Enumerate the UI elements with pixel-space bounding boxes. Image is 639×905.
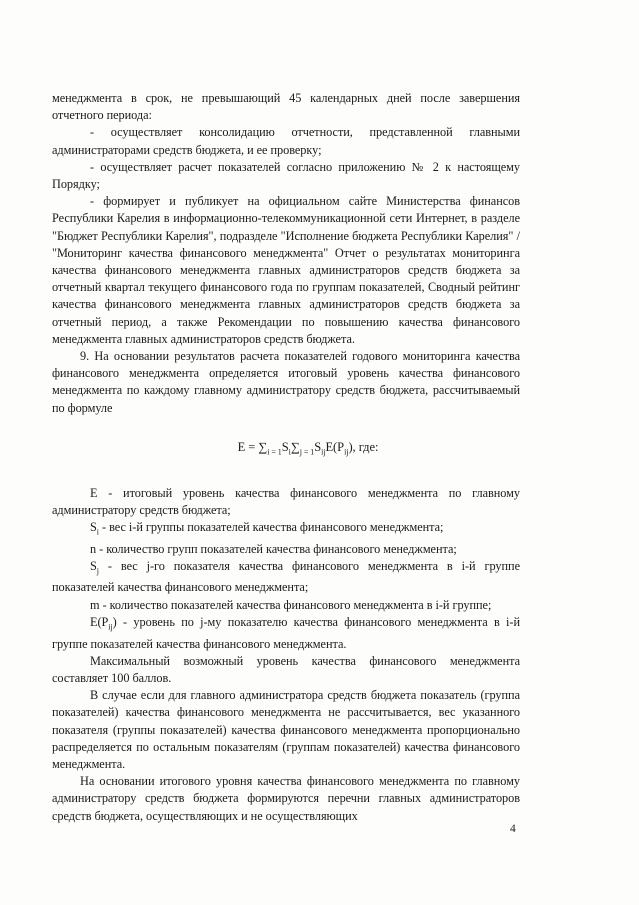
def-index: j (96, 566, 99, 576)
definition: n - количество групп показателей качества финансового менеджмента; (90, 541, 457, 556)
paragraph: менеджмента в срок, не превышающий 45 календарных дней после завершения отчетного периода: (52, 91, 520, 123)
formula-tail: ), где: (348, 439, 379, 454)
paragraph: 9. На основании результатов расчета показателей годового мониторинга качества финансового менеджмента определяется итоговый уровень качества финансового менеджмента по каждому главному администратору средств бюджета, рассчитываемый по формуле (52, 349, 520, 415)
document-body (52, 90, 520, 825)
weight-index: ij (321, 447, 326, 457)
weight-index: i (288, 447, 291, 457)
definition (52, 519, 520, 541)
formula-lhs: E = (237, 439, 259, 454)
sum-index: j = 1 (299, 447, 315, 457)
def-text: - вес j-го показателя качества финансового менеджмента в i-й группе показателей качества финансового менеджмента; (52, 558, 520, 595)
definition (52, 614, 520, 653)
paragraph: - формирует и публикует на официальном сайте Министерства финансов Республики Карелия в информационно-телекоммуникационной сети Интернет, в разделе "Бюджет Республики Карелия", подразделе "Исполнение бюджета Республики Карелия" / "Мониторинг качества финансового менеджмента" Отчет о результатах мониторинга качества финансового менеджмента главных администраторов средств бюджета за отчетный квартал текущего финансового года по группам показателей, Сводный рейтинг качества финансового менеджмента главных администраторов средств бюджета за отчетный период, а также Рекомендации по повышению качества финансового менеджмента главных администраторов средств бюджета. (52, 194, 520, 346)
paragraph: - осуществляет консолидацию отчетности, представленной главными администраторами средств бюджета, и ее проверку; (52, 125, 520, 157)
level-symbol: E(P (325, 439, 345, 454)
definitions (52, 485, 520, 653)
def-index: ij (108, 622, 113, 632)
def-symbol: S (90, 519, 97, 534)
sum-index: i = 1 (267, 447, 282, 457)
def-text: - вес i-й группы показателей качества финансового менеджмента; (98, 519, 444, 534)
paragraph: - осуществляет расчет показателей согласно приложению № 2 к настоящему Порядку; (52, 159, 520, 192)
def-symbol: S (90, 558, 97, 573)
sum-symbol: ∑ (258, 439, 268, 454)
page-number: 4 (510, 823, 516, 835)
paragraph: В случае если для главного администратора средств бюджета показатель (группа показателей) качества финансового менеджмента не рассчитывается, вес указанного показателя (группы показателей) качества финансового менеджмента пропорционально распределяется по остальным показателям (группам показателей) качества финансового менеджмента. (52, 688, 520, 771)
definition: E - итоговый уровень качества финансового менеджмента по главному администратору средств бюджета; (52, 485, 520, 517)
formula (52, 439, 520, 461)
paragraph: На основании итогового уровня качества финансового менеджмента по главному администратору средств бюджета формируются перечни главных администраторов средств бюджета, осуществляющих и не осуществляющих (52, 774, 520, 823)
sum-symbol: ∑ (290, 439, 300, 454)
def-text: ) - уровень по j-му показателю качества финансового менеджмента в i-й группе показателей качества финансового менеджмента. (52, 614, 520, 651)
weight-symbol: S (281, 439, 289, 454)
def-symbol: E(P (90, 614, 109, 629)
weight-symbol: S (314, 439, 322, 454)
definition (52, 558, 520, 597)
definition: m - количество показателей качества финансового менеджмента в i-й группе; (90, 597, 492, 612)
def-index: i (96, 527, 99, 537)
level-index: ij (344, 447, 349, 457)
paragraph: Максимальный возможный уровень качества финансового менеджмента составляет 100 баллов. (52, 653, 520, 685)
